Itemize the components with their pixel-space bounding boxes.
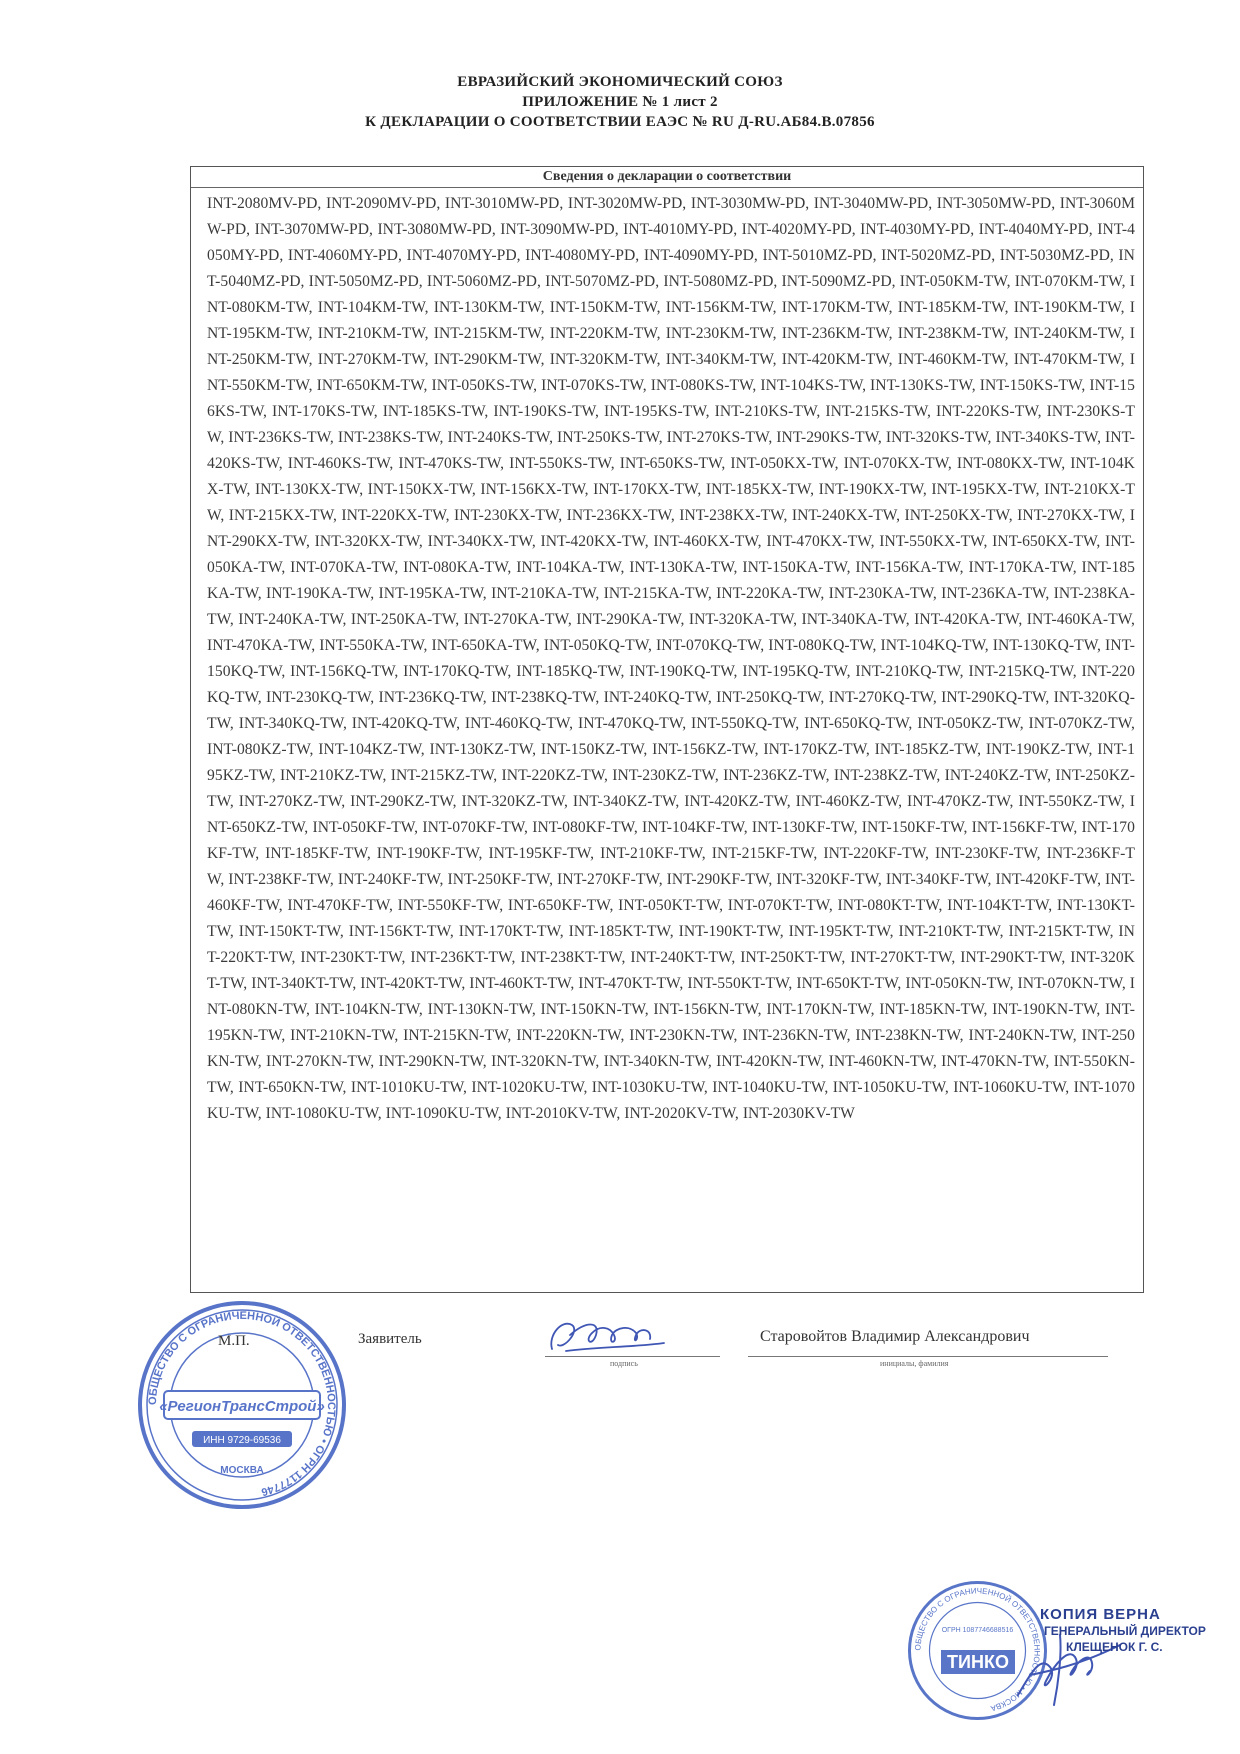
director-name: КЛЕЩЕНОК Г. С. xyxy=(1066,1640,1163,1654)
seal-company-name: «РегионТрансСтрой» xyxy=(159,1398,325,1415)
header-union-title: ЕВРАЗИЙСКИЙ ЭКОНОМИЧЕСКИЙ СОЮЗ xyxy=(457,74,783,90)
seal-place-label: М.П. xyxy=(218,1333,250,1349)
box-title: Сведения о декларации о соответствии xyxy=(542,169,792,184)
seal-inn: ИНН 9729-69536 xyxy=(203,1435,281,1446)
director-title: ГЕНЕРАЛЬНЫЙ ДИРЕКТОР xyxy=(1044,1624,1206,1638)
seal-city: МОСКВА xyxy=(220,1465,264,1476)
applicant-label: Заявитель xyxy=(358,1331,422,1347)
box-title-divider xyxy=(191,187,1143,188)
document-header xyxy=(0,72,1240,132)
header-declaration-number: К ДЕКЛАРАЦИИ О СООТВЕТСТВИИ ЕАЭС № RU Д-RU.АБ84.В.07856 xyxy=(365,114,875,130)
name-line xyxy=(748,1356,1108,1357)
header-appendix: ПРИЛОЖЕНИЕ № 1 лист 2 xyxy=(522,94,718,110)
declaration-info-box xyxy=(190,166,1144,1293)
applicant-name: Старовойтов Владимир Александрович xyxy=(760,1328,1030,1345)
company-seal-left xyxy=(132,1295,352,1515)
model-list-text: INT-2080MV-PD, INT-2090MV-PD, INT-3010MW-PD, INT-3020MW-PD, INT-3030MW-PD, INT-3040MW-PD, INT-3050MW-PD, INT-3060MW-PD, INT-3070MW-PD, INT-3080MW-PD, INT-3090MW-PD, INT-4010MY-PD, INT-4020MY-PD, INT-4030MY-PD, INT-4040MY-PD, INT-4050MY-PD, INT-4060MY-PD, INT-4070MY-PD, INT-4080MY-PD, INT-4090MY-PD, INT-5010MZ-PD, INT-5020MZ-PD, INT-5030MZ-PD, INT-5040MZ-PD, INT-5050MZ-PD, INT-5060MZ-PD, INT-5070MZ-PD, INT-5080MZ-PD, INT-5090MZ-PD, INT-050KM-TW, INT-070KM-TW, INT-080KM-TW, INT-104KM-TW, INT-130KM-TW, INT-150KM-TW, INT-156KM-TW, INT-170KM-TW, INT-185KM-TW, INT-190KM-TW, INT-195KM-TW, INT-210KM-TW, INT-215KM-TW, INT-220KM-TW, INT-230KM-TW, INT-236KM-TW, INT-238KM-TW, INT-240KM-TW, INT-250KM-TW, INT-270KM-TW, INT-290KM-TW, INT-320KM-TW, INT-340KM-TW, INT-420KM-TW, INT-460KM-TW, INT-470KM-TW, INT-550KM-TW, INT-650KM-TW, INT-050KS-TW, INT-070KS-TW, INT-080KS-TW, INT-104KS-TW, INT-130KS-TW, INT-150KS-TW, INT-156KS-TW, INT-170KS-TW, INT-185KS-TW, INT-190KS-TW, INT-195KS-TW, INT-210KS-TW, INT-215KS-TW, INT-220KS-TW, INT-230KS-TW, INT-236KS-TW, INT-238KS-TW, INT-240KS-TW, INT-250KS-TW, INT-270KS-TW, INT-290KS-TW, INT-320KS-TW, INT-340KS-TW, INT-420KS-TW, INT-460KS-TW, INT-470KS-TW, INT-550KS-TW, INT-650KS-TW, INT-050KX-TW, INT-070KX-TW, INT-080KX-TW, INT-104KX-TW, INT-130KX-TW, INT-150KX-TW, INT-156KX-TW, INT-170KX-TW, INT-185KX-TW, INT-190KX-TW, INT-195KX-TW, INT-210KX-TW, INT-215KX-TW, INT-220KX-TW, INT-230KX-TW, INT-236KX-TW, INT-238KX-TW, INT-240KX-TW, INT-250KX-TW, INT-270KX-TW, INT-290KX-TW, INT-320KX-TW, INT-340KX-TW, INT-420KX-TW, INT-460KX-TW, INT-470KX-TW, INT-550KX-TW, INT-650KX-TW, INT-050KA-TW, INT-070KA-TW, INT-080KA-TW, INT-104KA-TW, INT-130KA-TW, INT-150KA-TW, INT-156KA-TW, INT-170KA-TW, INT-185KA-TW, INT-190KA-TW, INT-195KA-TW, INT-210KA-TW, INT-215KA-TW, INT-220KA-TW, INT-230KA-TW, INT-236KA-TW, INT-238KA-TW, INT-240KA-TW, INT-250KA-TW, INT-270KA-TW, INT-290KA-TW, INT-320KA-TW, INT-340KA-TW, INT-420KA-TW, INT-460KA-TW, INT-470KA-TW, INT-550KA-TW, INT-650KA-TW, INT-050KQ-TW, INT-070KQ-TW, INT-080KQ-TW, INT-104KQ-TW, INT-130KQ-TW, INT-150KQ-TW, INT-156KQ-TW, INT-170KQ-TW, INT-185KQ-TW, INT-190KQ-TW, INT-195KQ-TW, INT-210KQ-TW, INT-215KQ-TW, INT-220KQ-TW, INT-230KQ-TW, INT-236KQ-TW, INT-238KQ-TW, INT-240KQ-TW, INT-250KQ-TW, INT-270KQ-TW, INT-290KQ-TW, INT-320KQ-TW, INT-340KQ-TW, INT-420KQ-TW, INT-460KQ-TW, INT-470KQ-TW, INT-550KQ-TW, INT-650KQ-TW, INT-050KZ-TW, INT-070KZ-TW, INT-080KZ-TW, INT-104KZ-TW, INT-130KZ-TW, INT-150KZ-TW, INT-156KZ-TW, INT-170KZ-TW, INT-185KZ-TW, INT-190KZ-TW, INT-195KZ-TW, INT-210KZ-TW, INT-215KZ-TW, INT-220KZ-TW, INT-230KZ-TW, INT-236KZ-TW, INT-238KZ-TW, INT-240KZ-TW, INT-250KZ-TW, INT-270KZ-TW, INT-290KZ-TW, INT-320KZ-TW, INT-340KZ-TW, INT-420KZ-TW, INT-460KZ-TW, INT-470KZ-TW, INT-550KZ-TW, INT-650KZ-TW, INT-050KF-TW, INT-070KF-TW, INT-080KF-TW, INT-104KF-TW, INT-130KF-TW, INT-150KF-TW, INT-156KF-TW, INT-170KF-TW, INT-185KF-TW, INT-190KF-TW, INT-195KF-TW, INT-210KF-TW, INT-215KF-TW, INT-220KF-TW, INT-230KF-TW, INT-236KF-TW, INT-238KF-TW, INT-240KF-TW, INT-250KF-TW, INT-270KF-TW, INT-290KF-TW, INT-320KF-TW, INT-340KF-TW, INT-420KF-TW, INT-460KF-TW, INT-470KF-TW, INT-550KF-TW, INT-650KF-TW, INT-050KT-TW, INT-070KT-TW, INT-080KT-TW, INT-104KT-TW, INT-130KT-TW, INT-150KT-TW, INT-156KT-TW, INT-170KT-TW, INT-185KT-TW, INT-190KT-TW, INT-195KT-TW, INT-210KT-TW, INT-215KT-TW, INT-220KT-TW, INT-230KT-TW, INT-236KT-TW, INT-238KT-TW, INT-240KT-TW, INT-250KT-TW, INT-270KT-TW, INT-290KT-TW, INT-320KT-TW, INT-340KT-TW, INT-420KT-TW, INT-460KT-TW, INT-470KT-TW, INT-550KT-TW, INT-650KT-TW, INT-050KN-TW, INT-070KN-TW, INT-080KN-TW, INT-104KN-TW, INT-130KN-TW, INT-150KN-TW, INT-156KN-TW, INT-170KN-TW, INT-185KN-TW, INT-190KN-TW, INT-195KN-TW, INT-210KN-TW, INT-215KN-TW, INT-220KN-TW, INT-230KN-TW, INT-236KN-TW, INT-238KN-TW, INT-240KN-TW, INT-250KN-TW, INT-270KN-TW, INT-290KN-TW, INT-320KN-TW, INT-340KN-TW, INT-420KN-TW, INT-460KN-TW, INT-470KN-TW, INT-550KN-TW, INT-650KN-TW, INT-1010KU-TW, INT-1020KU-TW, INT-1030KU-TW, INT-1040KU-TW, INT-1050KU-TW, INT-1060KU-TW, INT-1070KU-TW, INT-1080KU-TW, INT-1090KU-TW, INT-2010KV-TW, INT-2020KV-TW, INT-2030KV-TW xyxy=(207,195,1135,1122)
signature-caption: подпись xyxy=(610,1359,638,1368)
name-caption: инициалы, фамилия xyxy=(880,1359,949,1368)
cert-seal-company: ТИНКО xyxy=(947,1652,1009,1672)
copy-verified-label: КОПИЯ ВЕРНА xyxy=(1040,1606,1161,1623)
copy-certification-text xyxy=(1040,1607,1206,1655)
cert-seal-ring-text: ОБЩЕСТВО С ОГРАНИЧЕННОЙ ОТВЕТСТВЕННОСТЬЮ • МОСКВА xyxy=(913,1586,1042,1713)
signature-line xyxy=(545,1356,720,1357)
cert-seal-ogrn: ОГРН 1087746688516 xyxy=(941,1627,1014,1634)
seal-ring-text: ОБЩЕСТВО С ОГРАНИЧЕННОЙ ОТВЕТСТВЕННОСТЬЮ • ОГРН 1177746 xyxy=(146,1309,338,1498)
